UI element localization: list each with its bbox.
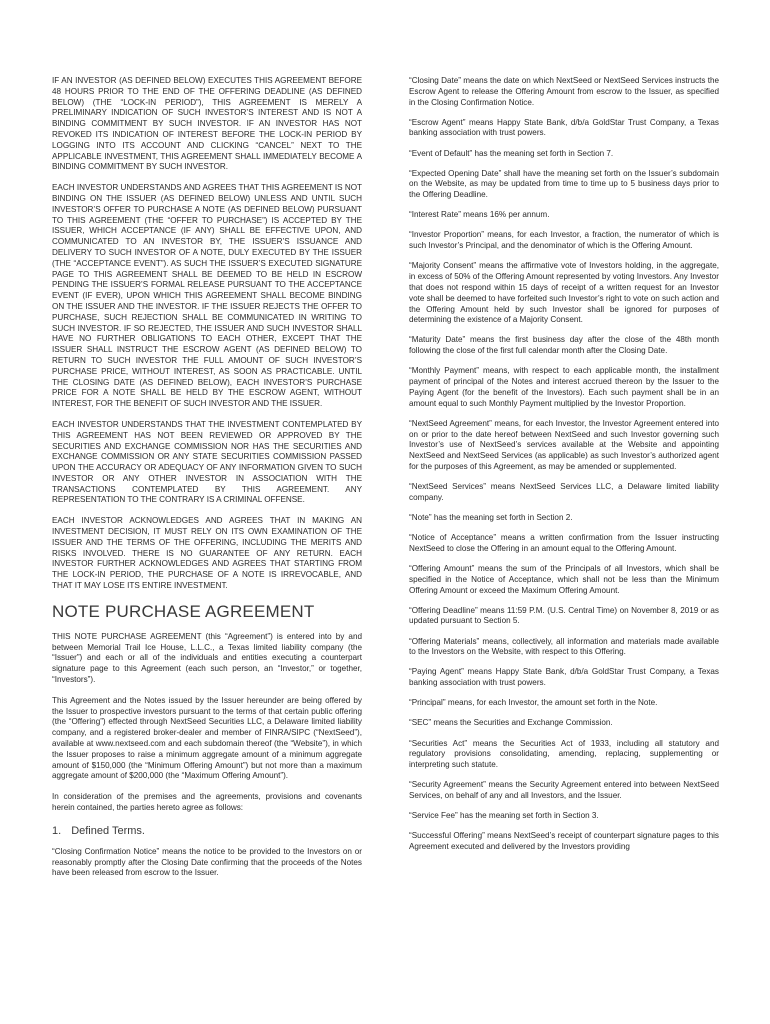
definition-offering-materials: “Offering Materials” means, collectively, all information and materials made available to the Investors on the Website, with respect to this Offering. [409, 636, 719, 657]
definition-expected-opening-date: “Expected Opening Date” shall have the meaning set forth on the Issuer’s subdomain on the Website, as may be updated from time to time up to 5 business days prior to the Offering Deadline. [409, 168, 719, 200]
definition-maturity-date: “Maturity Date” means the first business day after the close of the 48th month following the close of the first full calendar month after the Closing Date. [409, 335, 719, 356]
definition-majority-consent: “Majority Consent” means the affirmative vote of Investors holding, in the aggregate, in excess of 50% of the Offering Amount represented by voting Investors. Any Investor that does not respond within 15 days of receipt of a written request for an Investor vote shall be deemed to have forfeited such Investor’s right to vote on such action and the Offering Amount held by such Investor shall be ignored for purposes of determining the existence of a Majority Consent. [409, 261, 719, 325]
section-heading [52, 824, 362, 838]
definition-interest-rate: “Interest Rate” means 16% per annum. [409, 210, 550, 220]
definition-notice-of-acceptance: “Notice of Acceptance” means a written confirmation from the Issuer instructing NextSeed to close the Offering in an amount equal to the Offering Amount. [409, 533, 719, 553]
definition-escrow-agent: “Escrow Agent” means Happy State Bank, d/b/a GoldStar Trust Company, a Texas banking association with trust powers. [409, 117, 719, 138]
definition-offering-amount: “Offering Amount” means the sum of the Principals of all Investors, which shall be specified in the Notice of Acceptance, which shall not be less than the Minimum Offering Amount or exceed the Maximum Offering Amount. [409, 563, 719, 595]
document-title: NOTE PURCHASE AGREEMENT [52, 601, 315, 621]
sec-notice: EACH INVESTOR UNDERSTANDS THAT THE INVESTMENT CONTEMPLATED BY THIS AGREEMENT HAS NOT BEEN REVIEWED OR APPROVED BY THE SECURITIES AND EXCHANGE COMMISSION NOR HAS THE SECURITIES AND EXCHANGE COMMISSION OR ANY STATE SECURITIES COMMISSION PASSED UPON THE ACCURACY OR ADEQUACY OF ANY INFORMATION GIVEN TO SUCH INVESTOR OR ANY OTHER INVESTOR IN ASSOCIATION WITH THE TRANSACTIONS CONTEMPLATED BY THIS AGREEMENT. ANY REPRESENTATION TO THE CONTRARY IS A CRIMINAL OFFENSE. [52, 419, 362, 505]
definition-security-agreement: “Security Agreement” means the Security Agreement entered into between NextSeed Services, on behalf of any and all Investors, and the Issuer. [409, 780, 719, 800]
definition-securities-act: “Securities Act” means the Securities Act of 1933, including all statutory and regulatory provisions consolidating, amending, replacing, supplementing or interpreting such statute. [409, 738, 719, 770]
definition-principal: “Principal” means, for each Investor, the amount set forth in the Note. [409, 698, 658, 708]
definition-successful-offering: “Successful Offering” means NextSeed’s receipt of counterpart signature pages to this Agreement executed and delivered by the Investors providing [409, 831, 719, 851]
definition-monthly-payment: “Monthly Payment” means, with respect to each applicable month, the installment payment of principal of the Notes and interest accrued thereon by the Issuer to the Paying Agent (for the benefit of the Investors). Each such payment shall be in an amount equal to such Monthly Payment multiplied by the Investor Proportion. [409, 366, 719, 408]
lock-in-notice: IF AN INVESTOR (AS DEFINED BELOW) EXECUTES THIS AGREEMENT BEFORE 48 HOURS PRIOR TO THE END OF THE OFFERING DEADLINE (AS DEFINED BELOW) (THE “LOCK-IN PERIOD”), THIS AGREEMENT IS MERELY A PRELIMINARY INDICATION OF SUCH INVESTOR’S INTEREST AND IS NOT A BINDING COMMITMENT BY SUCH INVESTOR. IF AN INVESTOR HAS NOT REVOKED ITS INDICATION OF INTEREST BEFORE THE LOCK-IN PERIOD BY LOGGING INTO ITS ACCOUNT AND CLICKING “CANCEL” NEXT TO THE APPLICABLE INVESTMENT, THIS AGREEMENT SHALL IMMEDIATELY BECOME A BINDING COMMITMENT BY SUCH INVESTOR. [52, 76, 362, 172]
definition-nextseed-agreement: “NextSeed Agreement” means, for each Investor, the Investor Agreement entered into on or prior to the date hereof between NextSeed and such Investor governing such Investor’s use of NextSeed’s services available at the Website and appointing NextSeed and NextSeed Services (as applicable) as such Investor’s authorized agent for the purposes of this Agreement, as may be amended or supplemented. [409, 418, 719, 471]
definition-closing-date: “Closing Date” means the date on which NextSeed or NextSeed Services instructs the Escrow Agent to release the Offering Amount from escrow to the Issuer, as specified in the Closing Confirmation Notice. [409, 76, 719, 107]
definition-paying-agent: “Paying Agent” means Happy State Bank, d/b/a GoldStar Trust Company, a Texas banking association with trust powers. [409, 667, 719, 688]
left-column [52, 76, 362, 889]
definition-investor-proportion: “Investor Proportion” means, for each Investor, a fraction, the numerator of which is such Investor’s Principal, and the denominator of which is the Offering Amount. [409, 230, 719, 251]
definition-service-fee: “Service Fee” has the meaning set forth in Section 3. [409, 811, 599, 821]
intro-paragraph: THIS NOTE PURCHASE AGREEMENT (this “Agreement”) is entered into by and between Memorial Trail Ice House, L.L.C., a Texas limited liability company (the “Issuer”) and each or all of the individuals and entities executing a counterpart signature page to this Agreement (each such person, an “Investor,” or together, “Investors”). [52, 631, 362, 685]
definition-note: “Note” has the meaning set forth in Section 2. [409, 512, 573, 522]
risk-notice: EACH INVESTOR ACKNOWLEDGES AND AGREES THAT IN MAKING AN INVESTMENT DECISION, IT MUST RELY ON ITS OWN EXAMINATION OF THE ISSUER AND THE TERMS OF THE OFFERING, INCLUDING THE MERITS AND RISKS INVOLVED. THERE IS NO GUARANTEE OF ANY RETURN. EACH INVESTOR FURTHER ACKNOWLEDGES AND AGREES THAT STARTING FROM THE LOCK-IN PERIOD, THE PURCHASE OF A NOTE IS IRREVOCABLE, AND THAT IT MAY LOSE ITS ENTIRE INVESTMENT. [52, 516, 362, 591]
definition-sec: “SEC” means the Securities and Exchange Commission. [409, 718, 613, 728]
section-title: Defined Terms. [71, 824, 145, 837]
consideration-paragraph: In consideration of the premises and the agreements, provisions and covenants herein contained, the parties hereto agree as follows: [52, 792, 362, 813]
definition-offering-deadline: “Offering Deadline” means 11:59 P.M. (U.S. Central Time) on November 8, 2019 or as updated pursuant to Section 5. [409, 605, 719, 626]
offering-paragraph: This Agreement and the Notes issued by the Issuer hereunder are being offered by the Issuer to prospective investors pursuant to the terms of that certain public offering (the “Offering”) effected through NextSeed Securities LLC, a Delaware limited liability company, and a registered broker-dealer and member of FINRA/SIPC (“NextSeed”), available at www.nextseed.com and each subdomain thereof (the “Website”), in which the Issuer proposes to raise a minimum aggregate amount of a minimum aggregate amount of $150,000 (the “Minimum Offering Amount”) but not more than a maximum aggregate amount of $200,000 (the “Maximum Offering Amount”). [52, 695, 362, 781]
definition-event-of-default: “Event of Default” has the meaning set forth in Section 7. [409, 148, 614, 158]
section-number: 1. [52, 824, 62, 837]
definition-closing-confirmation-notice: “Closing Confirmation Notice” means the notice to be provided to the Investors on or reasonably promptly after the Closing Date confirming that the proceeds of the Notes have been released from escrow to the Issuer. [52, 846, 362, 878]
definition-nextseed-services: “NextSeed Services” means NextSeed Services LLC, a Delaware limited liability company. [409, 482, 719, 502]
right-column [409, 76, 719, 862]
binding-notice: EACH INVESTOR UNDERSTANDS AND AGREES THAT THIS AGREEMENT IS NOT BINDING ON THE ISSUER (AS DEFINED BELOW) UNLESS AND UNTIL SUCH INVESTOR’S OFFER TO PURCHASE A NOTE (AS DEFINED BELOW) PURSUANT TO THIS AGREEMENT (THE “OFFER TO PURCHASE”) IS ACCEPTED BY THE ISSUER, WHICH ACCEPTANCE (IF ANY) SHALL BE EFFECTIVE UPON, AND COMMUNICATED TO AN INVESTOR BY, THE ISSUER’S ISSUANCE AND DELIVERY TO SUCH INVESTOR OF A NOTE, DULY EXECUTED BY THE ISSUER (THE “ACCEPTANCE EVENT”). AS SUCH THE ISSUER’S EXECUTED SIGNATURE PAGE TO THIS AGREEMENT SHALL BE DEEMED TO BE HELD IN ESCROW PENDING THE ISSUER’S FORMAL RELEASE PURSUANT TO THE ACCEPTANCE EVENT (IF EVER), UPON WHICH THIS AGREEMENT SHALL BECOME BINDING ON THE ISSUER AND THE INVESTOR. IF THE ISSUER REJECTS THE OFFER TO PURCHASE, SUCH REJECTION SHALL BE COMMUNICATED IN WRITING TO SUCH INVESTOR. IF SO REJECTED, THE ISSUER AND SUCH INVESTOR SHALL HAVE NO FURTHER OBLIGATIONS TO EACH OTHER, EXCEPT THAT THE ISSUER SHALL INSTRUCT THE ESCROW AGENT (AS DEFINED BELOW) TO RETURN TO SUCH INVESTOR THE FULL AMOUNT OF SUCH INVESTOR’S PURCHASE PRICE, WITHOUT INTEREST, AS SOON AS PRACTICABLE. UNTIL THE CLOSING DATE (AS DEFINED BELOW), EACH INVESTOR’S PURCHASE PRICE FOR A NOTE SHALL BE HELD BY THE ESCROW AGENT, WITHOUT INTEREST, FOR THE BENEFIT OF SUCH INVESTOR AND THE ISSUER. [52, 183, 363, 409]
